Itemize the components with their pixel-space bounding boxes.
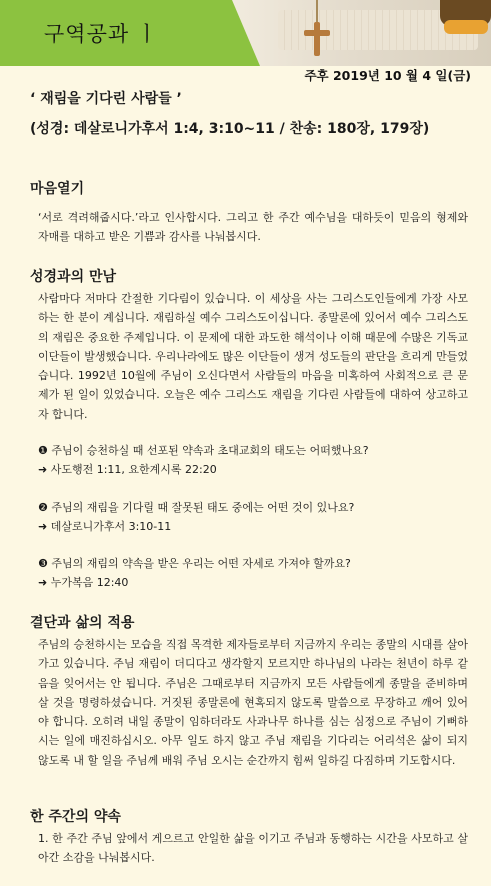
question-2-reference: ➜ 데살로니가후서 3:10-11: [38, 520, 172, 533]
bible-heading: 성경과의 만남: [30, 269, 117, 285]
question-1-text: ❶ 주님이 승천하실 때 선포된 약속과 초대교회의 태도는 어떠했나요?: [38, 444, 369, 457]
application-heading: 결단과 삶의 적용: [30, 615, 135, 631]
promise-heading: 한 주간의 약속: [30, 809, 121, 825]
cross-icon: [314, 22, 320, 56]
question-3-reference: ➜ 누가복음 12:40: [38, 576, 129, 589]
scripture-reference: (성경: 데살로니가후서 1:4, 3:10~11 / 찬송: 180장, 179장): [30, 121, 430, 137]
opening-text: ‘서로 격려해줍시다.’라고 인사합시다. 그리고 한 주간 예수님을 대하듯이 믿음의 형제와 자매를 대하고 받은 기쁨과 감사를 나눠봅시다.: [38, 211, 468, 244]
opening-heading: 마음열기: [30, 181, 85, 197]
question-1: [38, 441, 468, 479]
promise-text: 1. 한 주간 주님 앞에서 게으르고 안일한 삶을 이기고 주님과 동행하는 시간을 사모하고 살아간 소감을 나눠봅시다.: [38, 832, 468, 865]
question-3-text: ❸ 주님의 재림의 약속을 받은 우리는 어떤 자세로 가져야 할까요?: [38, 557, 351, 570]
section-title: 구역공과 ㅣ: [44, 22, 159, 46]
lesson-date: 주후 2019년 10 월 4 일(금): [304, 68, 471, 83]
lesson-title: ‘ 재림을 기다린 사람들 ’: [30, 91, 182, 107]
cross-icon-bar: [304, 30, 330, 36]
question-3: [38, 554, 468, 592]
application-text: 주님의 승천하시는 모습을 직접 목격한 제자들로부터 지금까지 우리는 종말의 시대를 살아가고 있습니다. 주님 재림이 더디다고 생각할지 모르지만 하나님의 나라는 천년이 하루 같음을 잊어서는 안 됩니다. 주님은 그때로부터 지금까지 모든 사람들에게 종말을 준비하며 살 것을 명령하셨습니다. 거짓된 종말론에 현혹되지 않도록 말씀으로 무장하고 깨어 있어야 합니다. 오히려 내일 종말이 임하더라도 사과나무 하나를 심는 심정으로 주님이 기뻐하시는 일에 매진하십시오. 아무 일도 하지 않고 주님 재림을 기다리는 어리석은 삶이 되지 않도록 내 할 일을 주님께 배워 주님 오시는 순간까지 힘써 일하길 다짐하며 기도합시다.: [38, 638, 468, 767]
candle-base-image: [444, 20, 488, 34]
question-2: [38, 498, 468, 536]
header-banner: [0, 0, 491, 66]
bible-text: 사람마다 저마다 간절한 기다림이 있습니다. 이 세상을 사는 그리스도인들에게 가장 사모하는 한 분이 계십니다. 재림하실 예수 그리스도이십니다. 종말론에 있어서 예수 그리스도의 재림은 중요한 주제입니다. 이 문제에 대한 과도한 해석이나 이해 때문에 수많은 기독교 이단들이 발생했습니다. 우리나라에도 많은 이단들이 생겨 성도들의 판단을 흐리게 만들었습니다. 1992년 10월에 주님이 오신다면서 사람들의 마음을 미혹하여 사회적으로 큰 문제가 된 일이 있었습니다. 오늘은 예수 그리스도 재림을 기다린 사람들에 대하여 상고하고자 합니다.: [38, 292, 468, 421]
cross-chain: [316, 0, 318, 22]
question-2-text: ❷ 주님의 재림을 기다릴 때 잘못된 태도 중에는 어떤 것이 있나요?: [38, 501, 355, 514]
bible-cross-photo: [218, 0, 491, 66]
question-1-reference: ➜ 사도행전 1:11, 요한계시록 22:20: [38, 463, 217, 476]
